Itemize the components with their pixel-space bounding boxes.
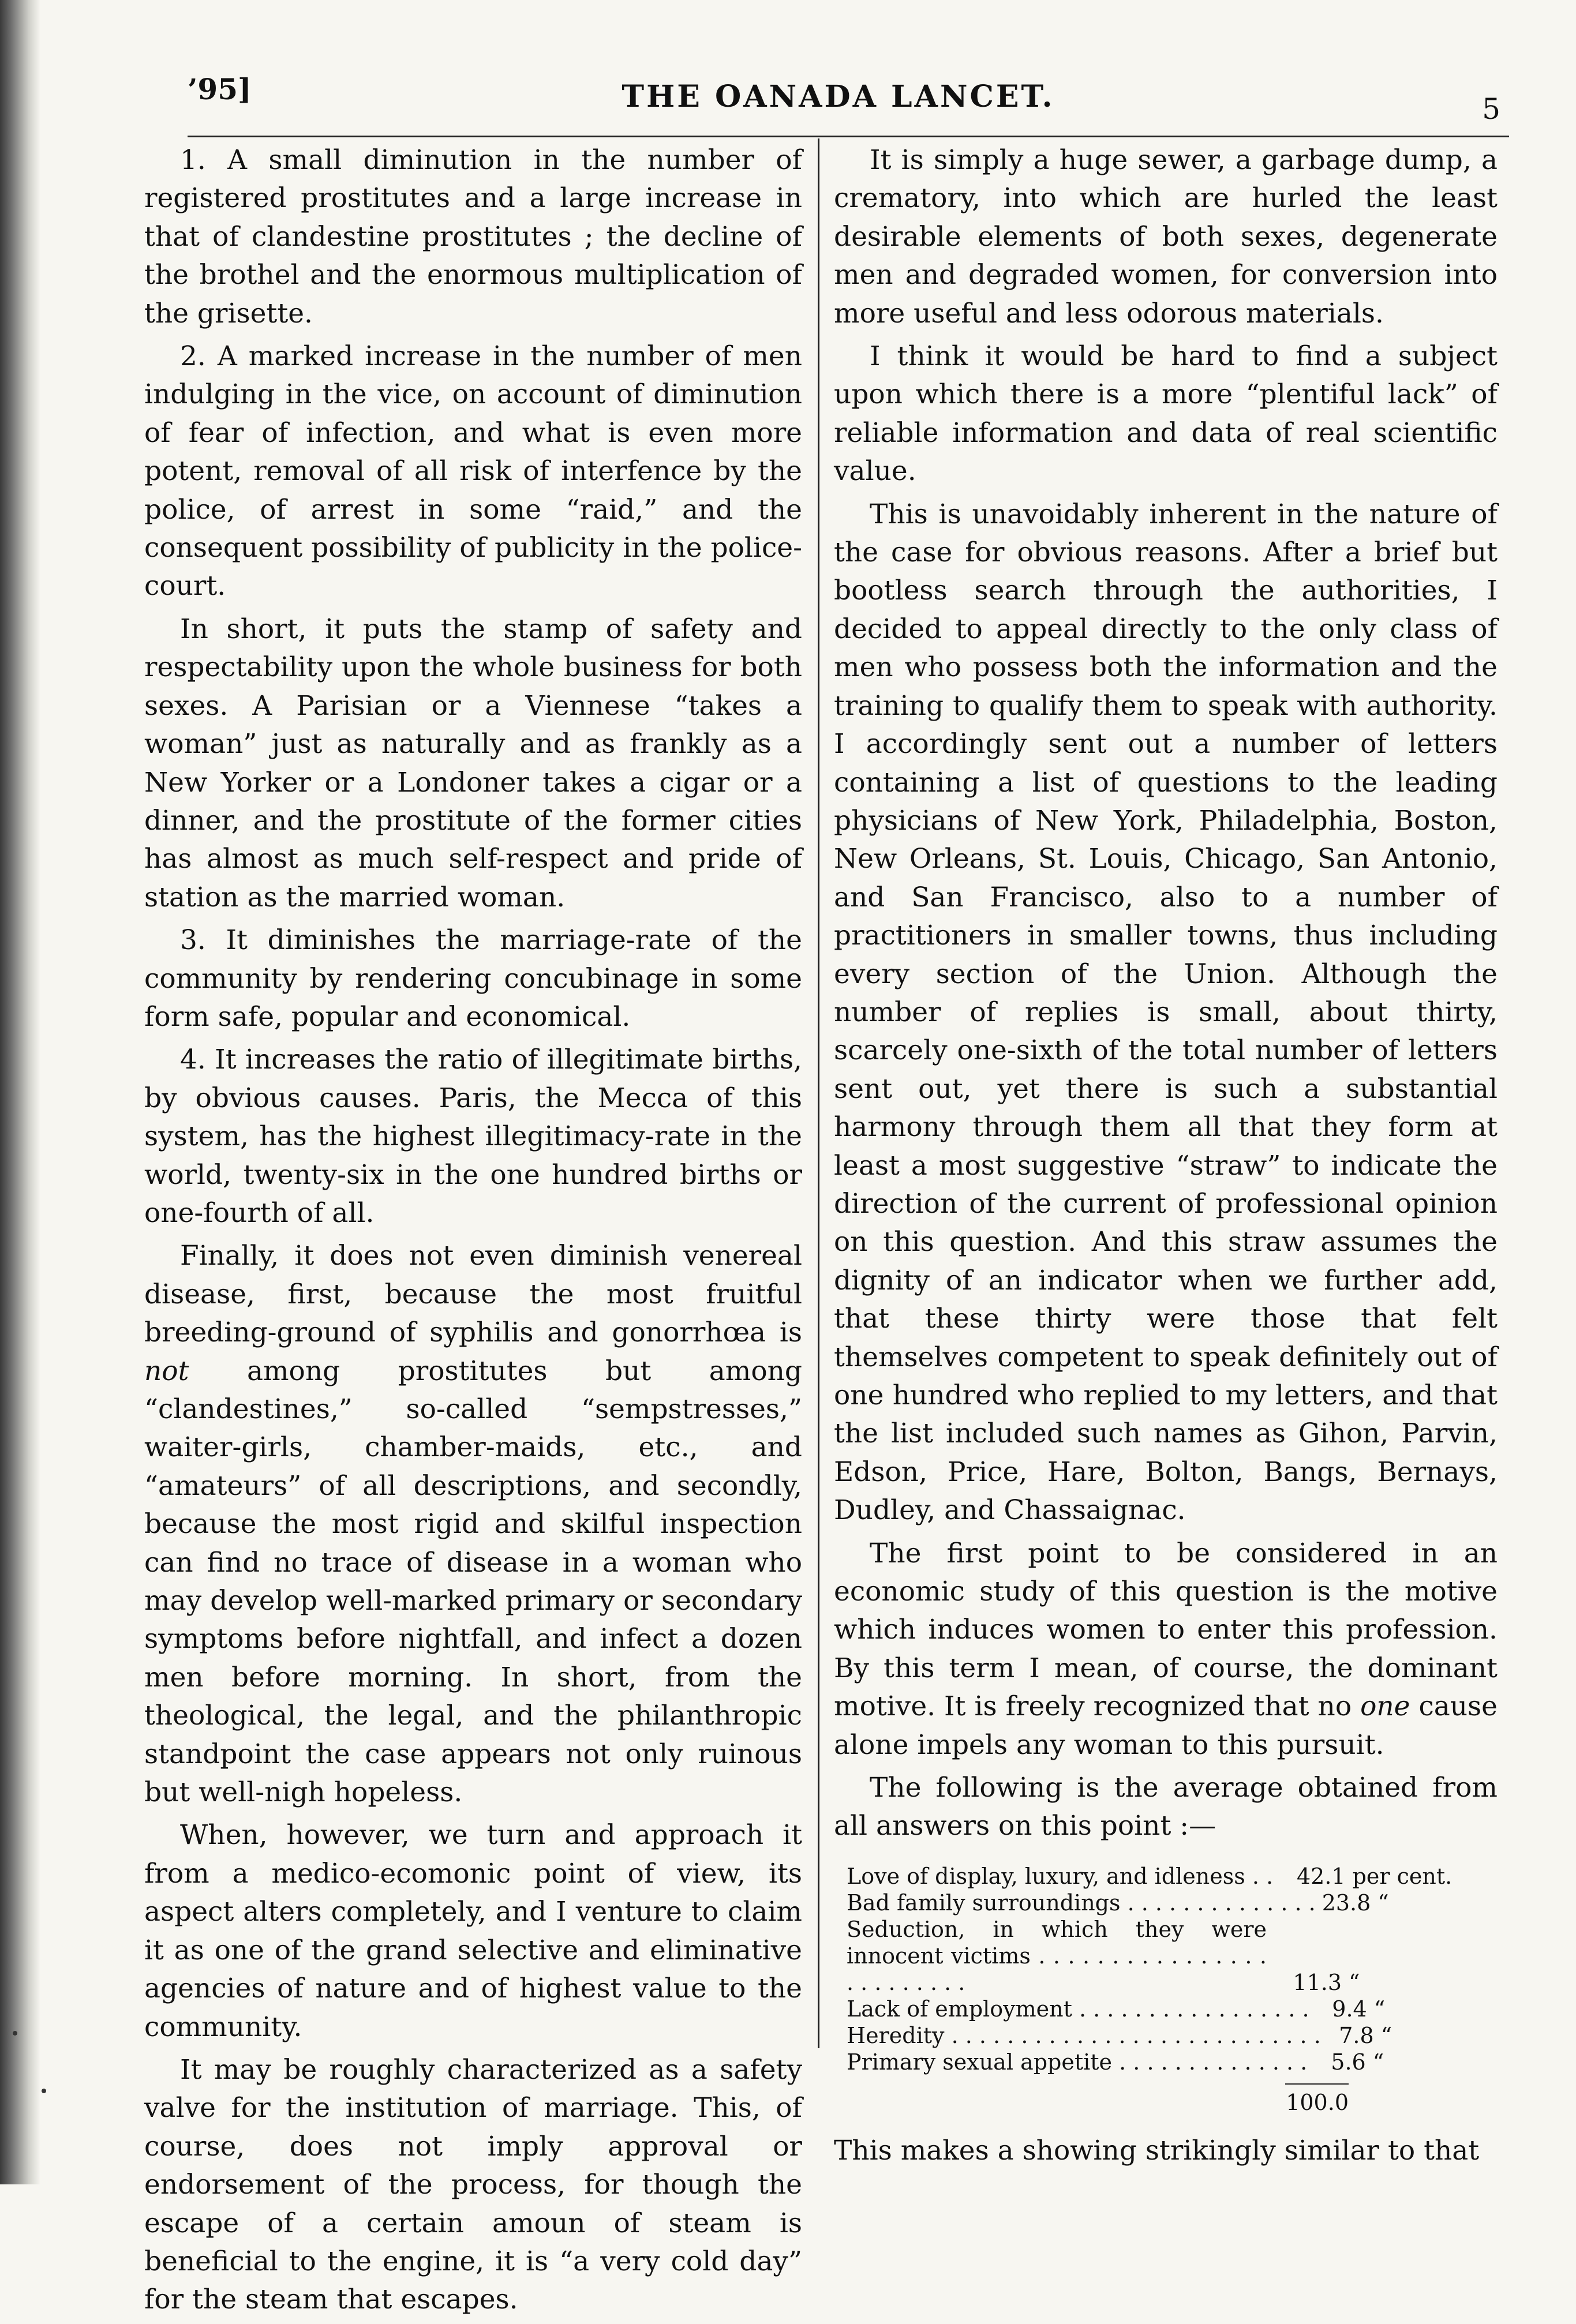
paragraph: It is simply a huge sewer, a garbage dump, a crematory, into which are hurled the least desirable elements of both sexes, degenerate men and degraded women, for conversion into more useful and less odorous materials. bbox=[834, 144, 1498, 329]
stat-total: 100.0 bbox=[1286, 2089, 1349, 2115]
page-binding-shadow bbox=[0, 0, 40, 2184]
paragraph: This is unavoidably inherent in the nature of the case for obvious reasons. After a brief but bootless search through the authorities, I decided to appeal directly to the only class of men who possess both the information and the training to qualify them to speak with authority. I accordingly sent out a number of letters containing a list of questions to the leading physicians of New York, Philadelphia, Boston, New Orleans, St. Louis, Chicago, San Antonio, and San Francisco, also to a number of practitioners in smaller towns, thus including every section of the Union. Although the number of replies is small, about thirty, scarcely one-sixth of the total number of letters sent out, yet there is such a substantial harmony through them all that they form at least a most suggestive “straw” to indicate the direction of the current of professional opinion on this question. And this straw assumes the dignity of an indicator when we further add, that these thirty were those that felt themselves competent to speak definitely out of one hundred who replied to my letters, and that the list included such names as Gihon, Parvin, Edson, Price, Hare, Bolton, Bangs, Bernays, Dudley, and Chassaignac. bbox=[834, 498, 1498, 1527]
stat-row bbox=[847, 1996, 1458, 2022]
paragraph-finally bbox=[144, 1237, 802, 1812]
header-rule bbox=[188, 136, 1509, 137]
stat-unit: “ bbox=[1349, 1969, 1360, 1995]
journal-title: THE OANADA LANCET. bbox=[622, 79, 1055, 114]
stat-value: 42.1 bbox=[1296, 1863, 1346, 1889]
motive-statistics-table bbox=[847, 1863, 1458, 2116]
stat-label: Lack of employment . . . . . . . . . . . . . . . . . bbox=[847, 1996, 1309, 2022]
total-rule-row bbox=[847, 2075, 1458, 2085]
stat-unit: “ bbox=[1372, 2049, 1384, 2075]
left-column bbox=[144, 141, 802, 2324]
stat-unit: “ bbox=[1380, 2022, 1392, 2048]
stat-unit: “ bbox=[1377, 1890, 1389, 1916]
paragraph: It may be roughly characterized as a safety valve for the institution of marriage. This, of course, does not imply approval or endorsement of the process, for though the escape of a certain amoun of steam is beneficial to the engine, it is “a very cold day” for the steam that escapes. bbox=[144, 2053, 802, 2316]
print-speck bbox=[13, 2031, 17, 2036]
emphasis-text: one bbox=[1360, 1690, 1410, 1723]
header-volume-number: ’95] bbox=[188, 72, 252, 106]
stat-unit: “ bbox=[1373, 1996, 1386, 2022]
text-run: Finally, it does not even diminish venereal disease, first, because the most fruitful breeding-ground of syphilis and gonorrhœa is bbox=[144, 1240, 802, 1349]
stat-row bbox=[847, 1863, 1458, 1890]
paragraph-motive bbox=[834, 1535, 1498, 1764]
stat-value: 7.8 bbox=[1339, 2022, 1374, 2048]
stat-unit: per cent. bbox=[1352, 1863, 1453, 1889]
stat-row bbox=[847, 2049, 1458, 2075]
stat-value: 9.4 bbox=[1332, 1996, 1367, 2022]
print-speck bbox=[42, 2089, 46, 2093]
stat-value: 11.3 bbox=[1293, 1969, 1342, 1995]
stat-label: Seduction, in which they were innocent victims . . . . . . . . . . . . . . . . . . . . . . . . . bbox=[847, 1916, 1267, 1995]
paragraph: 1. A small diminution in the number of registered prostitutes and a large increase in that of clandestine prostitutes ; the decline of the brothel and the enormous multiplication of the grisette. bbox=[144, 144, 802, 329]
stat-total-row bbox=[847, 2089, 1458, 2116]
stat-row bbox=[847, 1890, 1458, 1916]
paragraph: In short, it puts the stamp of safety and respectability upon the whole business for both sexes. A Parisian or a Viennese “takes a woman” just as naturally and as frankly as a New Yorker or a Londoner takes a cigar or a dinner, and the prostitute of the former cities has almost as much self-respect and pride of station as the married woman. bbox=[144, 613, 802, 913]
page-number: 5 bbox=[1482, 92, 1500, 126]
paragraph: 2. A marked increase in the number of men indulging in the vice, on account of diminution of fear of infection, and what is even more potent, removal of all risk of interfence by the police, of arrest in some “raid,” and the consequent possibility of publicity in the police-court. bbox=[144, 340, 802, 602]
paragraph: 3. It diminishes the marriage-rate of the community by rendering concubinage in some form safe, popular and economical. bbox=[144, 924, 802, 1033]
stat-label: Bad family surroundings . . . . . . . . . . . . . . bbox=[847, 1890, 1316, 1916]
total-rule bbox=[1285, 2083, 1349, 2085]
paragraph: 4. It increases the ratio of illegitimate births, by obvious causes. Paris, the Mecca of this system, has the highest illegitimacy-rate in the world, twenty-six in the one hundred births or one-fourth of all. bbox=[144, 1044, 802, 1229]
paragraph: I think it would be hard to find a subject upon which there is a more “plentiful lack” of reliable information and data of real scientific value. bbox=[834, 340, 1498, 488]
text-run: The first point to be considered in an economic study of this question is the motive which induces women to enter this profession. By this term I mean, of course, the dominant motive. It is freely recognized that no bbox=[834, 1537, 1498, 1723]
stat-label: Heredity . . . . . . . . . . . . . . . . . . . . . . . . . . . bbox=[847, 2022, 1321, 2048]
paragraph: When, however, we turn and approach it from a medico-ecomonic point of view, its aspect alters completely, and I venture to claim it as one of the grand selective and eliminative agencies of nature and of highest value to the community. bbox=[144, 1819, 802, 2043]
stat-value: 23.8 bbox=[1322, 1890, 1371, 1916]
emphasis-text: not bbox=[144, 1355, 189, 1387]
paragraph-intro: The following is the average obtained from all answers on this point :— bbox=[834, 1772, 1498, 1842]
text-run: cause alone impels any woman to this pursuit. bbox=[834, 1690, 1498, 1761]
right-column bbox=[834, 141, 1498, 2175]
stat-label: Primary sexual appetite . . . . . . . . . . . . . . bbox=[847, 2049, 1308, 2075]
stat-row bbox=[847, 2022, 1458, 2049]
column-divider bbox=[818, 138, 819, 2048]
running-header bbox=[188, 72, 1500, 136]
paragraph-closing: This makes a showing strikingly similar to that bbox=[834, 2134, 1480, 2166]
stat-label: Love of display, luxury, and idleness . . bbox=[847, 1863, 1274, 1889]
text-run: among prostitutes but among “clandestines,” so-called “sempstresses,” waiter-girls, chamber-maids, etc., and “amateurs” of all descriptions, and secondly, because the most rigid and skilful inspection can find no trace of disease in a woman who may develop well-marked primary or secondary symptoms before nightfall, and infect a dozen men before morning. In short, from the theological, the legal, and the philanthropic standpoint the case appears not only ruinous but well-nigh hopeless. bbox=[144, 1355, 802, 1809]
stat-value: 5.6 bbox=[1331, 2049, 1366, 2075]
stat-row bbox=[847, 1916, 1458, 1996]
